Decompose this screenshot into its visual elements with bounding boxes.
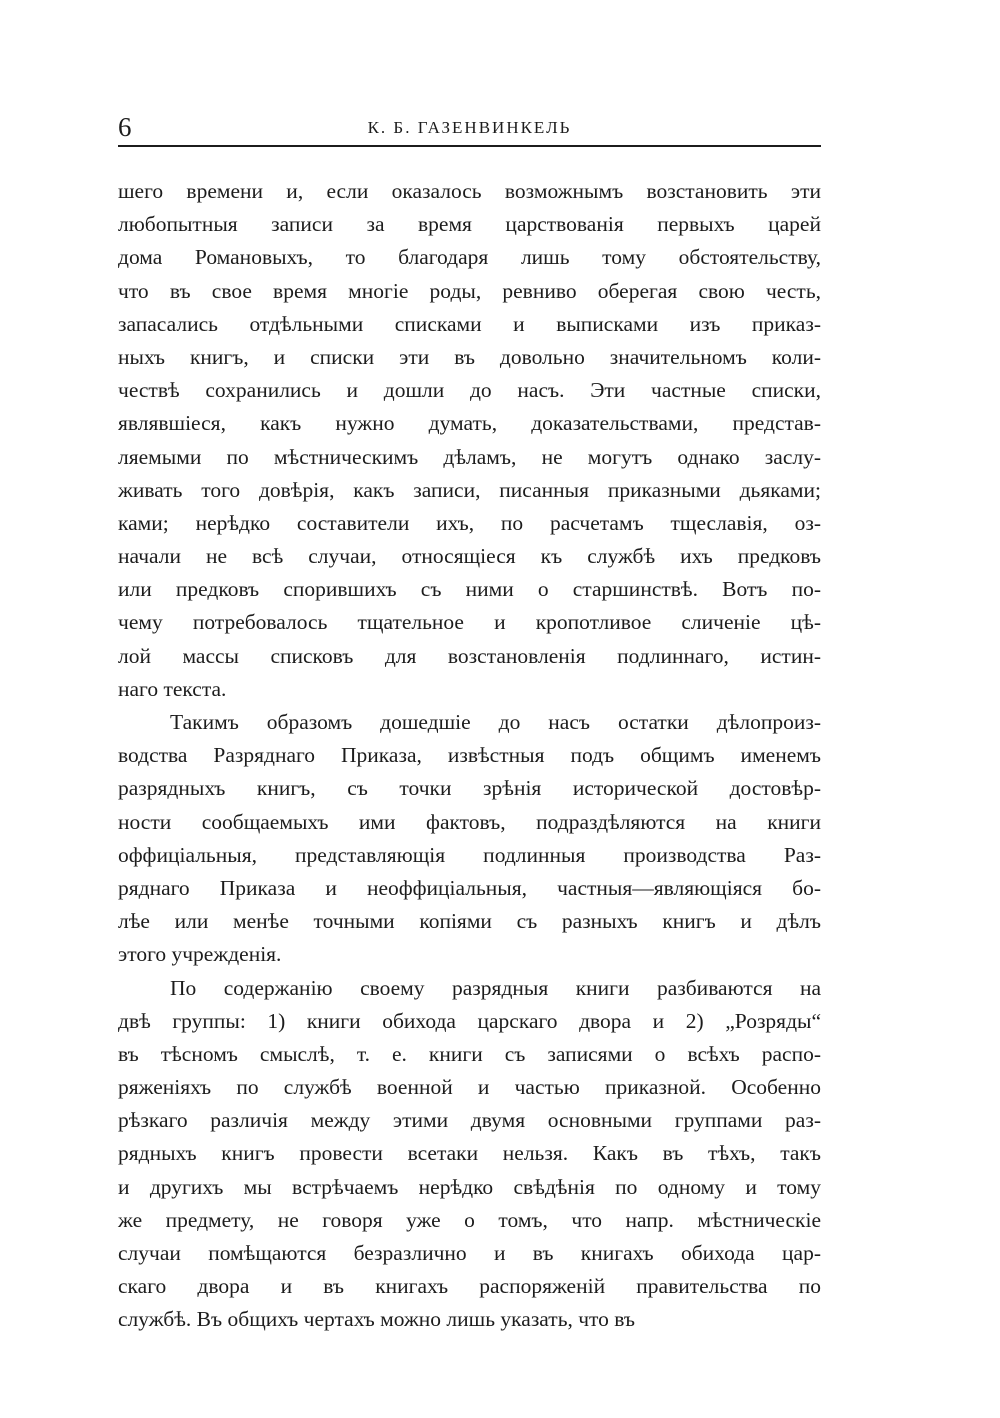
text-line: лѣе или менѣе точными копіями съ разныхъ книгъ и дѣлъ [118,909,821,934]
page-header [118,112,821,142]
text-line: ряднаго Приказа и неоффиціальныя, частныя—являющіяся бо- [118,875,821,900]
text-line: скаго двора и въ книгахъ распоряженій правительства по [118,1274,821,1299]
text-line: запасались отдѣльными списками и выписками изъ приказ- [118,311,821,336]
text-line: ности сообщаемыхъ ими фактовъ, подраздѣляются на книги [118,809,821,834]
text-line: шего времени и, если оказалось возможнымъ возстановить эти [118,179,821,203]
text-line: рядныхъ книгъ провести всетаки нельзя. Какъ въ тѣхъ, такъ [118,1141,821,1166]
text-line: рѣзкаго различія между этими двумя основными группами раз- [118,1108,821,1133]
text-line: начали не всѣ случаи, относящіеся къ службѣ ихъ предковъ [118,544,821,569]
text-line: лой массы списковъ для возстановленія подлиннаго, истин- [118,643,821,668]
body-text [118,175,821,1337]
text-line: службѣ. Въ общихъ чертахъ можно лишь указать, что въ [118,1307,636,1332]
text-line: Такимъ образомъ дошедшіе до насъ остатки дѣлопроиз- [170,710,821,734]
text-line: же предмету, не говоря уже о томъ, что напр. мѣстническіе [118,1207,821,1232]
text-line: любопытныя записи за время царствованія первыхъ царей [118,212,821,237]
text-line: По содержанію своему разрядныя книги разбиваются на [170,975,821,1000]
text-line: что въ свое время многіе роды, ревниво оберегая свою честь, [118,278,821,303]
text-line: случаи помѣщаются безразлично и въ книгахъ обихода цар- [118,1241,821,1265]
header-rule [118,145,821,147]
text-line: водства Разряднаго Приказа, извѣстныя подъ общимъ именемъ [118,743,821,768]
text-line: разрядныхъ книгъ, съ точки зрѣнія исторической достовѣр- [118,776,821,801]
text-line: ныхъ книгъ, и списки эти въ довольно значительномъ коли- [118,344,821,369]
text-line: или предковъ спорившихъ съ ними о старшинствѣ. Вотъ по- [118,577,821,602]
text-line: дома Романовыхъ, то благодаря лишь тому обстоятельству, [118,245,821,270]
text-line: являвшіеся, какъ нужно думать, доказательствами, представ- [118,411,821,436]
running-head-author: К. Б. ГАЗЕНВИНКЕЛЬ [367,118,572,137]
text-line: живать того довѣрія, какъ записи, писанныя приказными дьяками; [118,477,821,502]
text-line: оффиціальныя, представляющія подлинныя производства Раз- [118,842,821,867]
text-line: въ тѣсномъ смыслѣ, т. е. книги съ записями о всѣхъ распо- [118,1041,821,1066]
text-line: и другихъ мы встрѣчаемъ нерѣдко свѣдѣнія по одному и тому [118,1174,821,1199]
text-line: наго текста. [118,676,227,701]
text-line: ряженіяхъ по службѣ военной и частью приказной. Особенно [118,1075,821,1100]
text-line: ляемыми по мѣстническимъ дѣламъ, не могутъ однако заслу- [118,444,821,469]
text-line: ками; нерѣдко составители ихъ, по расчетамъ тщеславія, оз- [118,510,821,535]
text-line: двѣ группы: 1) книги обихода царскаго двора и 2) „Розряды“ [118,1008,821,1033]
text-line: чему потребовалось тщательное и кропотливое сличеніе цѣ- [118,610,821,635]
text-line: этого учрежденія. [118,942,282,967]
page-number: 6 [118,112,132,142]
text-line: чествѣ сохранились и дошли до насъ. Эти частные списки, [118,378,821,403]
